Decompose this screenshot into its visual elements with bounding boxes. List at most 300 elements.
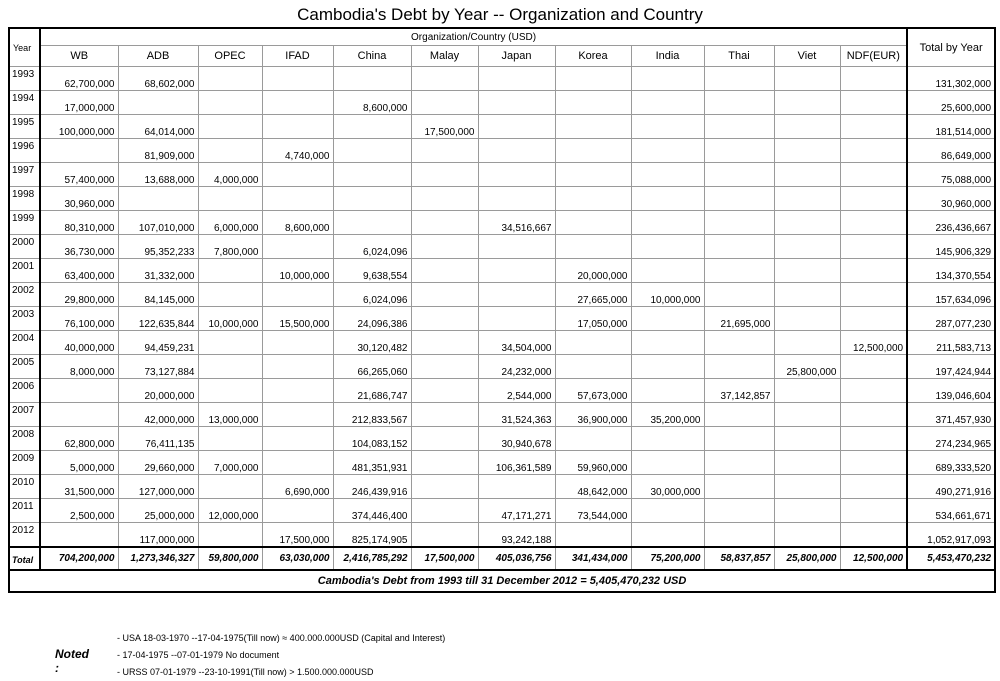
value-cell: [704, 259, 774, 283]
value-cell: 10,000,000: [631, 283, 704, 307]
value-cell: [774, 283, 840, 307]
value-cell: [704, 331, 774, 355]
value-cell: [631, 259, 704, 283]
value-cell: [704, 187, 774, 211]
value-cell: 30,960,000: [40, 187, 118, 211]
row-total-cell: 181,514,000: [907, 115, 995, 139]
table-row: [9, 187, 995, 211]
value-cell: [631, 115, 704, 139]
page-title: Cambodia's Debt by Year -- Organization and Country: [297, 5, 703, 24]
year-cell: 1999: [9, 211, 40, 235]
value-cell: [411, 403, 478, 427]
value-cell: [631, 139, 704, 163]
value-cell: [333, 187, 411, 211]
value-cell: [774, 163, 840, 187]
value-cell: 21,686,747: [333, 379, 411, 403]
year-cell: 1998: [9, 187, 40, 211]
year-cell: 2007: [9, 403, 40, 427]
value-cell: 17,050,000: [555, 307, 631, 331]
year-cell: 2010: [9, 475, 40, 499]
value-cell: [411, 67, 478, 91]
value-cell: 100,000,000: [40, 115, 118, 139]
debt-table: [8, 27, 996, 593]
value-cell: [840, 211, 907, 235]
value-cell: 48,642,000: [555, 475, 631, 499]
value-cell: [704, 523, 774, 548]
row-total-cell: 157,634,096: [907, 283, 995, 307]
value-cell: 8,000,000: [40, 355, 118, 379]
table-row: [9, 115, 995, 139]
value-cell: 107,010,000: [118, 211, 198, 235]
column-total-cell: 75,200,000: [631, 547, 704, 570]
value-cell: 81,909,000: [118, 139, 198, 163]
value-cell: [478, 163, 555, 187]
value-cell: 31,332,000: [118, 259, 198, 283]
value-cell: [840, 307, 907, 331]
value-cell: [411, 379, 478, 403]
value-cell: [555, 211, 631, 235]
value-cell: [704, 499, 774, 523]
value-cell: 57,673,000: [555, 379, 631, 403]
value-cell: [40, 139, 118, 163]
value-cell: [555, 523, 631, 548]
year-cell: 2009: [9, 451, 40, 475]
value-cell: 212,833,567: [333, 403, 411, 427]
value-cell: [411, 451, 478, 475]
value-cell: 95,352,233: [118, 235, 198, 259]
table-row: [9, 379, 995, 403]
value-cell: [555, 67, 631, 91]
value-cell: [411, 163, 478, 187]
value-cell: [631, 211, 704, 235]
value-cell: [262, 499, 333, 523]
value-cell: 35,200,000: [631, 403, 704, 427]
value-cell: [840, 403, 907, 427]
year-cell: 2008: [9, 427, 40, 451]
note-item: - 17-04-1975 --07-01-1979 No document: [117, 650, 280, 660]
row-total-cell: 211,583,713: [907, 331, 995, 355]
value-cell: 20,000,000: [555, 259, 631, 283]
value-cell: [478, 475, 555, 499]
value-cell: [631, 451, 704, 475]
value-cell: [411, 475, 478, 499]
note-item: - URSS 07-01-1979 --23-10-1991(Till now) > 1.500.000.000USD: [117, 667, 374, 677]
value-cell: [411, 427, 478, 451]
value-cell: 94,459,231: [118, 331, 198, 355]
value-cell: [40, 403, 118, 427]
value-cell: [774, 451, 840, 475]
value-cell: [40, 523, 118, 548]
value-cell: [774, 523, 840, 548]
value-cell: [704, 355, 774, 379]
value-cell: 106,361,589: [478, 451, 555, 475]
value-cell: [555, 163, 631, 187]
value-cell: 15,500,000: [262, 307, 333, 331]
notes-label: Noted :: [55, 647, 89, 675]
value-cell: [704, 163, 774, 187]
value-cell: [774, 211, 840, 235]
value-cell: 374,446,400: [333, 499, 411, 523]
value-cell: [840, 259, 907, 283]
value-cell: [631, 67, 704, 91]
value-cell: [262, 283, 333, 307]
value-cell: [774, 499, 840, 523]
table-body: [9, 67, 995, 548]
value-cell: [198, 427, 262, 451]
value-cell: [840, 115, 907, 139]
row-total-cell: 145,906,329: [907, 235, 995, 259]
column-header-row: [9, 46, 995, 67]
column-header-viet: Viet: [774, 46, 840, 67]
column-header-india: India: [631, 46, 704, 67]
value-cell: [840, 451, 907, 475]
value-cell: 21,695,000: [704, 307, 774, 331]
value-cell: 63,400,000: [40, 259, 118, 283]
value-cell: [631, 187, 704, 211]
value-cell: [333, 67, 411, 91]
year-cell: 1995: [9, 115, 40, 139]
row-total-cell: 131,302,000: [907, 67, 995, 91]
value-cell: [262, 427, 333, 451]
value-cell: [411, 331, 478, 355]
value-cell: [704, 115, 774, 139]
value-cell: 6,024,096: [333, 283, 411, 307]
value-cell: [555, 139, 631, 163]
value-cell: [478, 67, 555, 91]
value-cell: [631, 163, 704, 187]
column-header-ndf-eur-: NDF(EUR): [840, 46, 907, 67]
value-cell: 36,900,000: [555, 403, 631, 427]
value-cell: [840, 379, 907, 403]
year-cell: 2004: [9, 331, 40, 355]
value-cell: [840, 67, 907, 91]
year-cell: 1997: [9, 163, 40, 187]
value-cell: 40,000,000: [40, 331, 118, 355]
column-total-cell: 63,030,000: [262, 547, 333, 570]
value-cell: 2,544,000: [478, 379, 555, 403]
value-cell: 117,000,000: [118, 523, 198, 548]
value-cell: 66,265,060: [333, 355, 411, 379]
value-cell: [774, 235, 840, 259]
value-cell: 6,690,000: [262, 475, 333, 499]
year-cell: 2006: [9, 379, 40, 403]
table-row: [9, 403, 995, 427]
value-cell: [631, 499, 704, 523]
value-cell: 30,000,000: [631, 475, 704, 499]
value-cell: 30,120,482: [333, 331, 411, 355]
value-cell: [704, 235, 774, 259]
value-cell: 27,665,000: [555, 283, 631, 307]
value-cell: 25,000,000: [118, 499, 198, 523]
value-cell: [704, 475, 774, 499]
value-cell: 12,000,000: [198, 499, 262, 523]
value-cell: [478, 259, 555, 283]
year-cell: 2002: [9, 283, 40, 307]
value-cell: 73,544,000: [555, 499, 631, 523]
value-cell: [333, 115, 411, 139]
value-cell: [262, 235, 333, 259]
table-row: [9, 211, 995, 235]
value-cell: [478, 187, 555, 211]
grand-total-cell: 5,453,470,232: [907, 547, 995, 570]
value-cell: [631, 379, 704, 403]
column-total-cell: 59,800,000: [198, 547, 262, 570]
value-cell: [631, 523, 704, 548]
row-total-cell: 75,088,000: [907, 163, 995, 187]
row-total-cell: 25,600,000: [907, 91, 995, 115]
value-cell: [840, 163, 907, 187]
value-cell: 62,700,000: [40, 67, 118, 91]
value-cell: [631, 235, 704, 259]
value-cell: [198, 475, 262, 499]
value-cell: 13,688,000: [118, 163, 198, 187]
table-row: [9, 259, 995, 283]
column-header-japan: Japan: [478, 46, 555, 67]
value-cell: [631, 307, 704, 331]
value-cell: [631, 355, 704, 379]
value-cell: [704, 91, 774, 115]
row-total-cell: 1,052,917,093: [907, 523, 995, 548]
table-row: [9, 499, 995, 523]
year-cell: 1994: [9, 91, 40, 115]
table-row: [9, 283, 995, 307]
value-cell: 10,000,000: [262, 259, 333, 283]
value-cell: [555, 187, 631, 211]
row-total-cell: 134,370,554: [907, 259, 995, 283]
table-row: [9, 67, 995, 91]
value-cell: [774, 307, 840, 331]
row-total-cell: 534,661,671: [907, 499, 995, 523]
value-cell: 73,127,884: [118, 355, 198, 379]
value-cell: [411, 211, 478, 235]
column-header-korea: Korea: [555, 46, 631, 67]
value-cell: 29,800,000: [40, 283, 118, 307]
value-cell: [411, 235, 478, 259]
value-cell: [198, 283, 262, 307]
value-cell: [411, 259, 478, 283]
value-cell: [774, 187, 840, 211]
value-cell: [704, 427, 774, 451]
column-total-cell: 704,200,000: [40, 547, 118, 570]
value-cell: 25,800,000: [774, 355, 840, 379]
row-total-cell: 197,424,944: [907, 355, 995, 379]
value-cell: [118, 91, 198, 115]
value-cell: [704, 451, 774, 475]
value-cell: [840, 427, 907, 451]
value-cell: [198, 331, 262, 355]
row-total-cell: 139,046,604: [907, 379, 995, 403]
value-cell: [704, 403, 774, 427]
value-cell: [262, 187, 333, 211]
value-cell: [411, 187, 478, 211]
value-cell: 12,500,000: [840, 331, 907, 355]
value-cell: 57,400,000: [40, 163, 118, 187]
value-cell: [262, 67, 333, 91]
value-cell: [774, 379, 840, 403]
value-cell: 481,351,931: [333, 451, 411, 475]
value-cell: [333, 163, 411, 187]
value-cell: 6,024,096: [333, 235, 411, 259]
value-cell: 47,171,271: [478, 499, 555, 523]
value-cell: [478, 307, 555, 331]
value-cell: [774, 331, 840, 355]
table-row: [9, 163, 995, 187]
year-cell: 1996: [9, 139, 40, 163]
value-cell: [555, 355, 631, 379]
table-row: [9, 307, 995, 331]
value-cell: [840, 187, 907, 211]
value-cell: 5,000,000: [40, 451, 118, 475]
column-header-opec: OPEC: [198, 46, 262, 67]
total-label: Total: [9, 547, 40, 570]
value-cell: [198, 523, 262, 548]
total-header: Total by Year: [907, 28, 995, 67]
value-cell: [840, 499, 907, 523]
value-cell: [555, 235, 631, 259]
value-cell: [411, 283, 478, 307]
row-total-cell: 689,333,520: [907, 451, 995, 475]
column-header-ifad: IFAD: [262, 46, 333, 67]
year-cell: 2003: [9, 307, 40, 331]
value-cell: 127,000,000: [118, 475, 198, 499]
value-cell: [774, 67, 840, 91]
value-cell: [262, 379, 333, 403]
value-cell: [478, 283, 555, 307]
value-cell: [840, 355, 907, 379]
value-cell: [631, 91, 704, 115]
year-header: Year: [9, 28, 40, 67]
value-cell: 93,242,188: [478, 523, 555, 548]
value-cell: 42,000,000: [118, 403, 198, 427]
value-cell: 6,000,000: [198, 211, 262, 235]
row-total-cell: 30,960,000: [907, 187, 995, 211]
value-cell: [704, 211, 774, 235]
value-cell: [840, 283, 907, 307]
row-total-cell: 86,649,000: [907, 139, 995, 163]
column-header-thai: Thai: [704, 46, 774, 67]
value-cell: [704, 283, 774, 307]
value-cell: [411, 139, 478, 163]
value-cell: [774, 139, 840, 163]
value-cell: 31,500,000: [40, 475, 118, 499]
value-cell: 34,516,667: [478, 211, 555, 235]
value-cell: [198, 115, 262, 139]
value-cell: [840, 91, 907, 115]
group-header: Organization/Country (USD): [40, 28, 907, 46]
column-total-cell: 58,837,857: [704, 547, 774, 570]
value-cell: [262, 355, 333, 379]
value-cell: 8,600,000: [262, 211, 333, 235]
value-cell: [631, 331, 704, 355]
column-header-malay: Malay: [411, 46, 478, 67]
value-cell: 2,500,000: [40, 499, 118, 523]
value-cell: [411, 91, 478, 115]
value-cell: 24,232,000: [478, 355, 555, 379]
row-total-cell: 371,457,930: [907, 403, 995, 427]
column-total-cell: 2,416,785,292: [333, 547, 411, 570]
value-cell: 59,960,000: [555, 451, 631, 475]
value-cell: [262, 115, 333, 139]
value-cell: [262, 91, 333, 115]
value-cell: 80,310,000: [40, 211, 118, 235]
value-cell: [198, 187, 262, 211]
value-cell: 17,500,000: [411, 115, 478, 139]
value-cell: 29,660,000: [118, 451, 198, 475]
value-cell: [478, 139, 555, 163]
value-cell: [774, 427, 840, 451]
value-cell: [411, 355, 478, 379]
value-cell: 7,800,000: [198, 235, 262, 259]
table-row: [9, 235, 995, 259]
column-total-cell: 405,036,756: [478, 547, 555, 570]
value-cell: [555, 115, 631, 139]
value-cell: 7,000,000: [198, 451, 262, 475]
table-row: [9, 355, 995, 379]
table-row: [9, 331, 995, 355]
value-cell: [704, 67, 774, 91]
row-total-cell: 236,436,667: [907, 211, 995, 235]
column-header-adb: ADB: [118, 46, 198, 67]
value-cell: [198, 139, 262, 163]
value-cell: 4,000,000: [198, 163, 262, 187]
year-cell: 2001: [9, 259, 40, 283]
value-cell: [198, 355, 262, 379]
value-cell: [40, 379, 118, 403]
value-cell: 4,740,000: [262, 139, 333, 163]
column-header-wb: WB: [40, 46, 118, 67]
table-row: [9, 475, 995, 499]
value-cell: [198, 67, 262, 91]
value-cell: [411, 307, 478, 331]
value-cell: 10,000,000: [198, 307, 262, 331]
year-cell: 2005: [9, 355, 40, 379]
value-cell: [631, 427, 704, 451]
value-cell: [704, 139, 774, 163]
value-cell: 122,635,844: [118, 307, 198, 331]
table-row: [9, 523, 995, 548]
value-cell: [774, 259, 840, 283]
value-cell: 76,411,135: [118, 427, 198, 451]
value-cell: [774, 403, 840, 427]
value-cell: [478, 115, 555, 139]
value-cell: [555, 91, 631, 115]
value-cell: 84,145,000: [118, 283, 198, 307]
value-cell: 30,940,678: [478, 427, 555, 451]
column-total-cell: 1,273,346,327: [118, 547, 198, 570]
table-row: [9, 427, 995, 451]
value-cell: [555, 331, 631, 355]
value-cell: [840, 475, 907, 499]
table-row: [9, 451, 995, 475]
value-cell: [411, 523, 478, 548]
notes-list: [117, 630, 617, 681]
total-row: [9, 547, 995, 570]
value-cell: [262, 331, 333, 355]
value-cell: 20,000,000: [118, 379, 198, 403]
value-cell: [198, 259, 262, 283]
value-cell: [262, 451, 333, 475]
value-cell: 37,142,857: [704, 379, 774, 403]
column-total-cell: 17,500,000: [411, 547, 478, 570]
table-row: [9, 91, 995, 115]
year-cell: 2012: [9, 523, 40, 548]
value-cell: [840, 139, 907, 163]
row-total-cell: 490,271,916: [907, 475, 995, 499]
value-cell: 104,083,152: [333, 427, 411, 451]
value-cell: [333, 139, 411, 163]
value-cell: [262, 163, 333, 187]
value-cell: [555, 427, 631, 451]
